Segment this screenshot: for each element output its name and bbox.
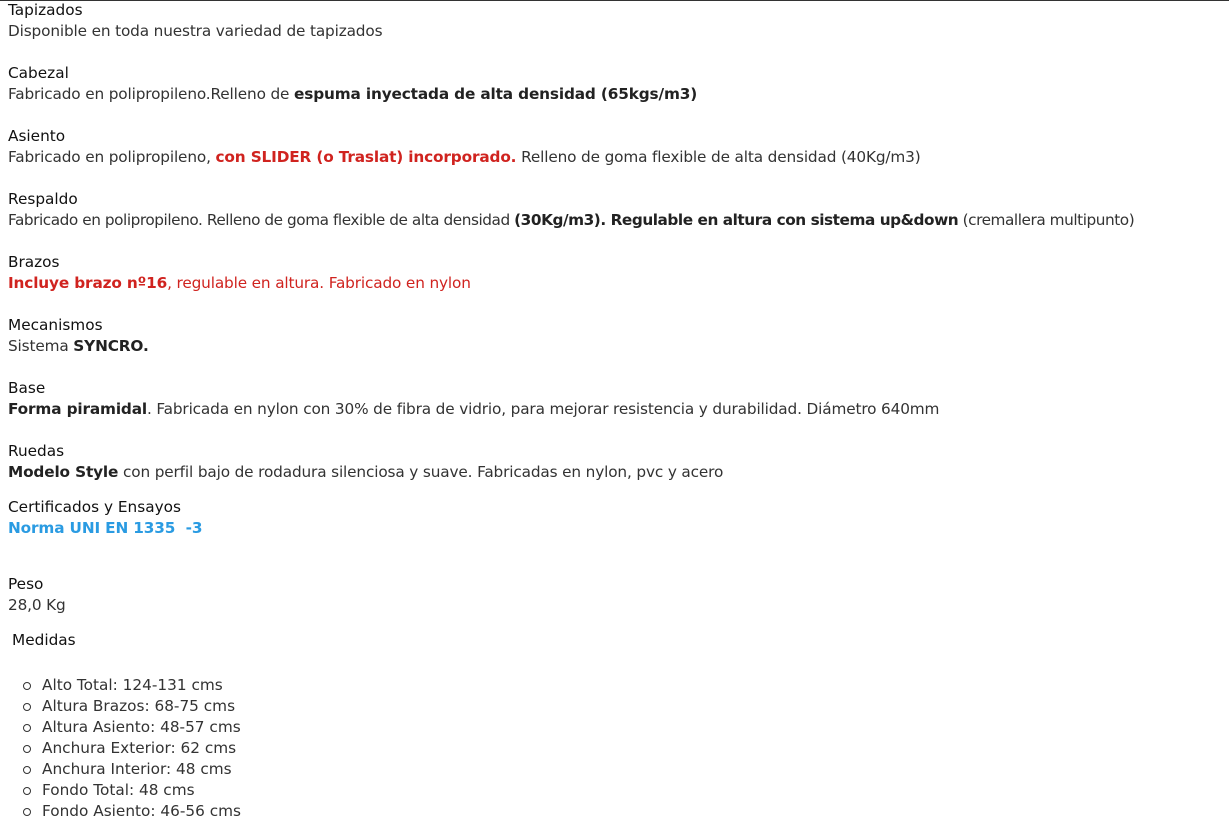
list-item-text: Alto Total: 124-131 cms	[42, 676, 223, 694]
spec-base	[8, 378, 939, 420]
list-item-text: Fondo Total: 48 cms	[42, 781, 195, 799]
spec-brazos	[8, 252, 471, 294]
list-item	[0, 780, 241, 801]
spec-description	[8, 462, 723, 483]
list-item	[0, 801, 241, 822]
desc-bold-text: (30Kg/m3). Regulable en altura con sistema up&down	[514, 211, 959, 229]
desc-text: Sistema	[8, 337, 74, 355]
circle-bullet-icon	[23, 745, 31, 753]
desc-bold-text: Modelo Style	[8, 463, 119, 481]
spec-title: Tapizados	[8, 1, 83, 19]
spec-peso	[8, 574, 66, 616]
spec-title: Cabezal	[8, 64, 69, 82]
spec-ruedas	[8, 441, 723, 483]
spec-description	[8, 84, 697, 105]
spec-title: Ruedas	[8, 442, 65, 460]
spec-title: Mecanismos	[8, 316, 103, 334]
desc-red-text: , regulable en altura. Fabricado en nylon	[167, 274, 471, 292]
list-item-text: Altura Brazos: 68-75 cms	[42, 697, 236, 715]
list-item	[0, 717, 241, 738]
spec-tapizados	[8, 0, 382, 42]
spec-title: Asiento	[8, 127, 66, 145]
spec-description: Disponible en toda nuestra variedad de tapizados	[8, 22, 383, 40]
desc-text: (cremallera multipunto)	[958, 211, 1135, 229]
circle-bullet-icon	[23, 703, 31, 711]
spec-description	[8, 210, 1134, 231]
spec-title: Certificados y Ensayos	[8, 498, 181, 516]
list-item	[0, 759, 241, 780]
spec-description	[8, 399, 939, 420]
circle-bullet-icon	[23, 766, 31, 774]
desc-text: Fabricado en polipropileno. Relleno de goma flexible de alta densidad	[8, 211, 515, 229]
circle-bullet-icon	[23, 808, 31, 816]
circle-bullet-icon	[23, 787, 31, 795]
circle-bullet-icon	[23, 682, 31, 690]
desc-bold-text: SYNCRO.	[73, 337, 149, 355]
spec-certificados	[8, 497, 202, 539]
list-item-text: Altura Asiento: 48-57 cms	[42, 718, 241, 736]
desc-text: Fabricado en polipropileno,	[8, 148, 216, 166]
list-item	[0, 696, 241, 717]
desc-text: . Fabricada en nylon con 30% de fibra de vidrio, para mejorar resistencia y durabilidad. Diámetro 640mm	[146, 400, 940, 418]
medidas-heading: Medidas	[12, 631, 76, 649]
medidas-list	[0, 675, 241, 822]
spec-title: Respaldo	[8, 190, 78, 208]
desc-bold-text: espuma inyectada de alta densidad (65kgs/m3)	[294, 85, 698, 103]
spec-title: Base	[8, 379, 46, 397]
spec-description	[8, 273, 471, 294]
list-item-text: Anchura Exterior: 62 cms	[42, 739, 237, 757]
desc-text: con perfil bajo de rodadura silenciosa y suave. Fabricadas en nylon, pvc y acero	[118, 463, 724, 481]
list-item-text: Anchura Interior: 48 cms	[42, 760, 232, 778]
circle-bullet-icon	[23, 724, 31, 732]
desc-bold-text: Forma piramidal	[8, 400, 147, 418]
desc-highlight-text: Incluye brazo nº16	[8, 274, 168, 292]
spec-title: Peso	[8, 575, 44, 593]
desc-text: Fabricado en polipropileno.Relleno de	[8, 85, 295, 103]
spec-cabezal	[8, 63, 697, 105]
spec-mecanismos	[8, 315, 149, 357]
list-item	[0, 675, 241, 696]
desc-highlight-text: con SLIDER (o Traslat) incorporado.	[215, 148, 517, 166]
spec-description: 28,0 Kg	[8, 596, 66, 614]
certificate-norm: Norma UNI EN 1335 -3	[8, 519, 203, 537]
spec-description	[8, 147, 921, 168]
spec-description	[8, 336, 149, 357]
spec-asiento	[8, 126, 921, 168]
list-item	[0, 738, 241, 759]
list-item-text: Fondo Asiento: 46-56 cms	[42, 802, 241, 820]
desc-text: Relleno de goma flexible de alta densidad (40Kg/m3)	[516, 148, 921, 166]
spec-respaldo	[8, 189, 1134, 231]
spec-title: Brazos	[8, 253, 60, 271]
